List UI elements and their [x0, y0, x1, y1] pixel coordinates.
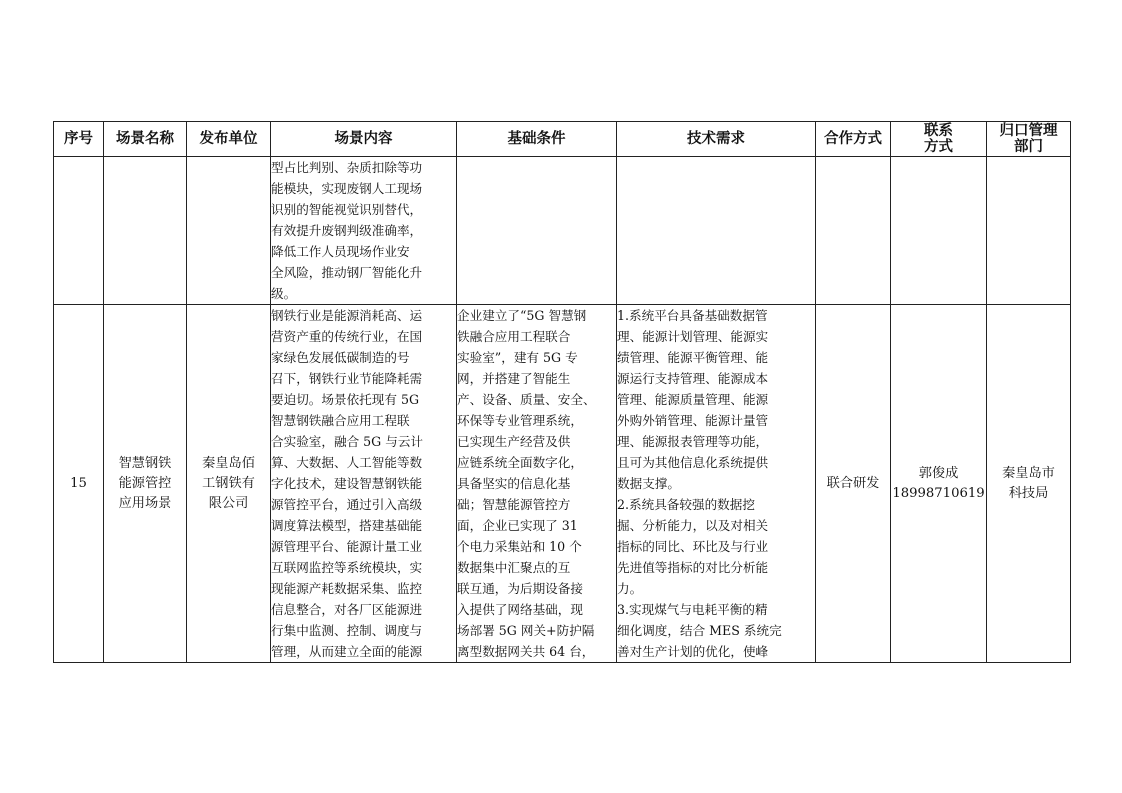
cell-department: 秦皇岛市 科技局	[987, 305, 1071, 663]
header-seq: 序号	[54, 122, 104, 157]
cell-tech-needs	[617, 157, 816, 305]
cell-publisher	[187, 157, 271, 305]
cell-scene-name	[104, 157, 187, 305]
table-row	[54, 305, 1071, 663]
cell-seq	[54, 157, 104, 305]
cell-cooperation	[816, 157, 891, 305]
cell-content: 钢铁行业是能源消耗高、运 营资产重的传统行业，在国 家绿色发展低碳制造的号 召下，钢铁行业节能降耗需 要迫切。场景依托现有 5G 智慧钢铁融合应用工程联 合实验室，融合 5G 与云计 算、大数据、人工智能等数 字化技术，建设智慧钢铁能 源管控平台，通过引入高级 调度算法模型，搭建基础能 源管理平台、能源计量工业 互联网监控等系统模块，实 现能源产耗数据采集、监控 信息整合，对各厂区能源进 行集中监测、控制、调度与 管理，从而建立全面的能源	[271, 305, 457, 663]
header-content: 场景内容	[271, 122, 457, 157]
scenario-table	[53, 121, 1071, 663]
cell-department	[987, 157, 1071, 305]
cell-tech-needs: 1.系统平台具备基础数据管 理、能源计划管理、能源实 绩管理、能源平衡管理、能 源运行支持管理、能源成本 管理、能源质量管理、能源 外购外销管理、能源计量管 理、能源报表管理等功能， 且可为其他信息化系统提供 数据支撑。 2.系统具备较强的数据挖 掘、分析能力，以及对相关 指标的同比、环比及与行业 先进值等指标的对比分析能 力。 3.实现煤气与电耗平衡的精 细化调度，结合 MES 系统完 善对生产计划的优化，使峰	[617, 305, 816, 663]
cell-contact: 郭俊成 18998710619	[891, 305, 987, 663]
header-scene-name: 场景名称	[104, 122, 187, 157]
header-cooperation: 合作方式	[816, 122, 891, 157]
scenario-table-page	[53, 121, 1070, 663]
cell-scene-name: 智慧钢铁 能源管控 应用场景	[104, 305, 187, 663]
cell-seq: 15	[54, 305, 104, 663]
cell-cooperation: 联合研发	[816, 305, 891, 663]
table-row	[54, 157, 1071, 305]
cell-conditions	[457, 157, 617, 305]
cell-conditions: 企业建立了“5G 智慧钢 铁融合应用工程联合 实验室”，建有 5G 专 网，并搭建了智能生 产、设备、质量、安全、 环保等专业管理系统， 已实现生产经营及供 应链系统全面数字化， 具备坚实的信息化基 础；智慧能源管控方 面，企业已实现了 31 个电力采集站和 10 个 数据集中汇聚点的互 联互通，为后期设备接 入提供了网络基础，现 场部署 5G 网关+防护隔 离型数据网关共 64 台，	[457, 305, 617, 663]
header-tech-needs: 技术需求	[617, 122, 816, 157]
cell-contact	[891, 157, 987, 305]
cell-content: 型占比判别、杂质扣除等功 能模块，实现废钢人工现场 识别的智能视觉识别替代， 有效提升废钢判级准确率， 降低工作人员现场作业安 全风险，推动钢厂智能化升 级。	[271, 157, 457, 305]
header-publisher: 发布单位	[187, 122, 271, 157]
header-row	[54, 122, 1071, 157]
header-conditions: 基础条件	[457, 122, 617, 157]
header-contact: 联系 方式	[891, 122, 987, 157]
header-department: 归口管理 部门	[987, 122, 1071, 157]
cell-publisher: 秦皇岛佰 工钢铁有 限公司	[187, 305, 271, 663]
